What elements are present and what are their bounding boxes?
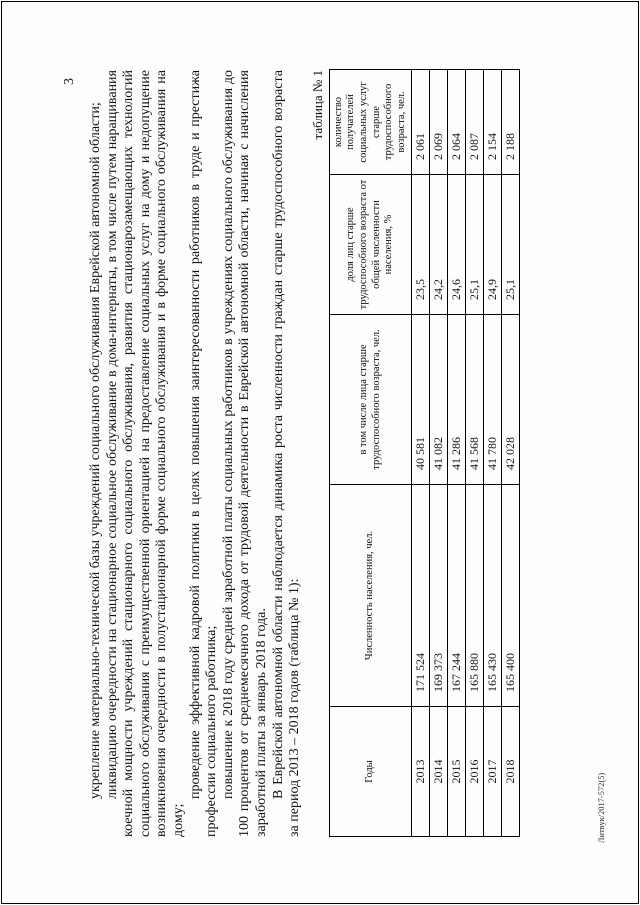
table-header-row xyxy=(329,70,412,837)
paragraph-strengthening: укрепление материально-технической базы учреждений социального обслуживания Еврейской автономной области; xyxy=(88,102,103,799)
cell-older-share: 25,1 xyxy=(502,175,520,315)
cell-older-population: 41 082 xyxy=(430,315,448,485)
col-header-older-population: в том числе лица старше трудоспособного возраста, чел. xyxy=(329,315,412,485)
col-header-service-recipients: количество получателей социальных услуг старше трудоспособного возраста, чел. xyxy=(329,70,412,175)
cell-year: 2018 xyxy=(502,707,520,837)
cell-year: 2017 xyxy=(484,707,502,837)
cell-recipients: 2 087 xyxy=(466,70,484,175)
cell-population: 165 880 xyxy=(466,485,484,707)
cell-recipients: 2 069 xyxy=(430,70,448,175)
table-row xyxy=(484,70,502,837)
cell-recipients: 2 061 xyxy=(412,70,430,175)
col-header-years: Годы xyxy=(329,707,412,837)
col-header-older-share: доля лиц старше трудоспособного возраста от общей численности населения, % xyxy=(329,175,412,315)
paragraph-salary-increase: повышение к 2018 году средней заработной платы социальных работников в учреждениях социального обслуживания до 100 процентов от среднемесячного дохода от трудовой деятельности в Еврейской автономной области, начиная с начисления заработной платы за январь 2018 года. xyxy=(220,70,269,837)
cell-population: 171 524 xyxy=(412,485,430,707)
cell-population: 165 400 xyxy=(502,485,520,707)
population-table xyxy=(329,69,521,837)
cell-year: 2016 xyxy=(466,707,484,837)
cell-year: 2015 xyxy=(448,707,466,837)
paragraph-personnel-policy: проведение эффективной кадровой политики в целях повышения заинтересованности работников в труде и престижа профессии социального работника; xyxy=(187,70,220,837)
table-row xyxy=(430,70,448,837)
paragraph-table-intro: В Еврейской автономной области наблюдается динамика роста численности граждан старше трудоспособного возраста за период 2013 – 2018 годов (таблица № 1): xyxy=(270,70,303,837)
cell-older-population: 41 286 xyxy=(448,315,466,485)
body-text xyxy=(88,70,304,837)
col-header-population: Численность населения, чел. xyxy=(329,485,412,707)
cell-older-population: 41 568 xyxy=(466,315,484,485)
cell-population: 169 373 xyxy=(430,485,448,707)
cell-older-population: 40 581 xyxy=(412,315,430,485)
table-row xyxy=(448,70,466,837)
table-row xyxy=(502,70,520,837)
cell-older-share: 23,5 xyxy=(412,175,430,315)
cell-older-population: 42 028 xyxy=(502,315,520,485)
cell-year: 2014 xyxy=(430,707,448,837)
cell-older-share: 24,2 xyxy=(430,175,448,315)
page-number: 3 xyxy=(62,78,77,85)
cell-older-share: 25,1 xyxy=(466,175,484,315)
cell-recipients: 2 188 xyxy=(502,70,520,175)
cell-population: 167 244 xyxy=(448,485,466,707)
cell-population: 165 430 xyxy=(484,485,502,707)
cell-recipients: 2 064 xyxy=(448,70,466,175)
table-row xyxy=(466,70,484,837)
document-code: Литвук/2017-572(5) xyxy=(597,772,606,843)
cell-older-population: 41 780 xyxy=(484,315,502,485)
table-caption: таблица № 1 xyxy=(309,70,325,140)
paragraph-queue-elimination: ликвидацию очередности на стационарное социальное обслуживание в дома-интернаты, в том числе путем наращивания коечной мощности учреждений стационарного социального обслуживания, развития стационарозамещающих технологий социального обслуживания с преимущественной ориентацией на предоставление социальных услуг на дому и недопущение возникновения очередности в полустационарной форме социального обслуживания и в форме социального обслуживания на дому; xyxy=(104,70,186,837)
cell-older-share: 24,9 xyxy=(484,175,502,315)
table-row xyxy=(412,70,430,837)
cell-year: 2013 xyxy=(412,707,430,837)
cell-older-share: 24,6 xyxy=(448,175,466,315)
cell-recipients: 2 154 xyxy=(484,70,502,175)
